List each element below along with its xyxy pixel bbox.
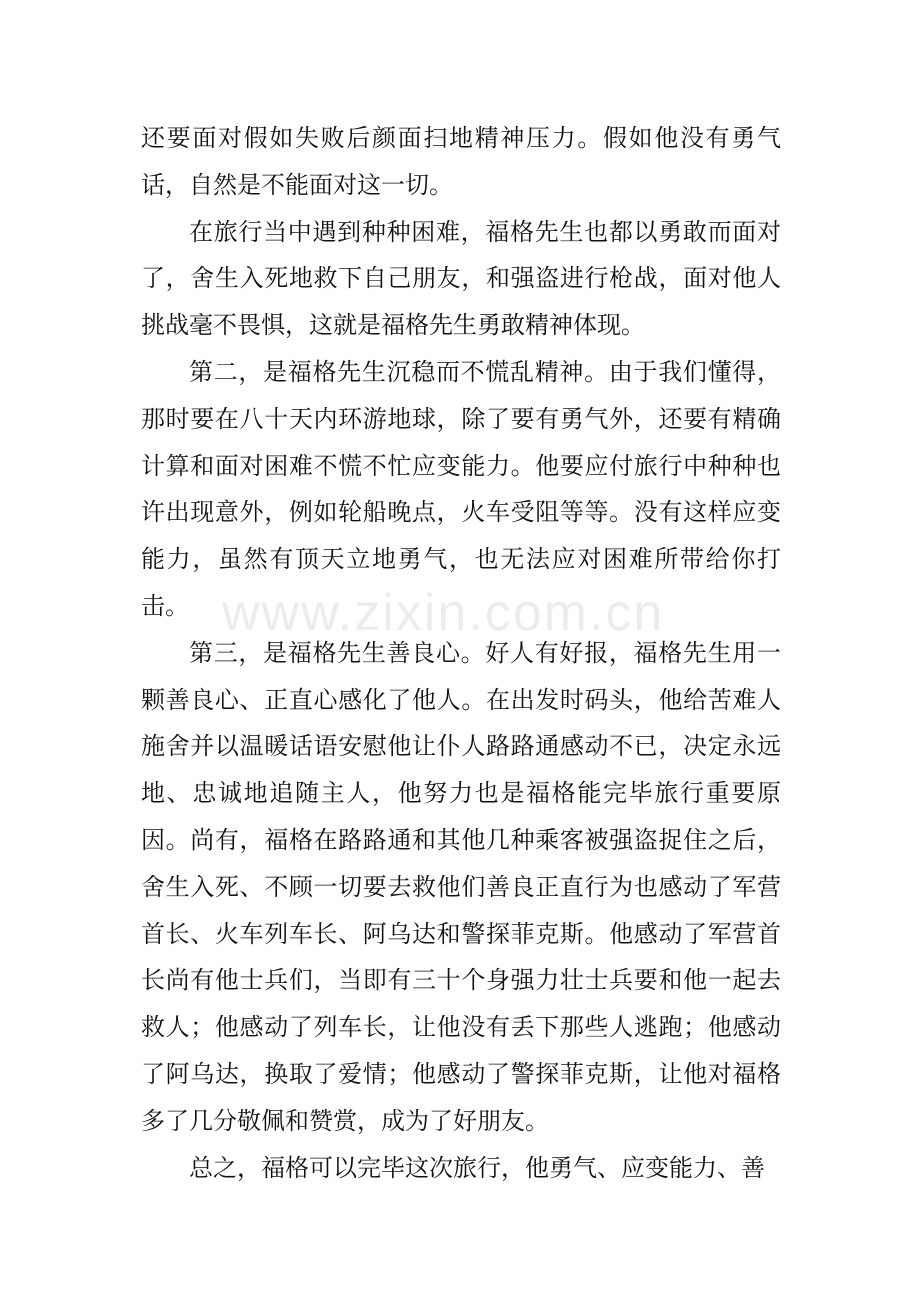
watermark: www.zixin.com.cn [222, 584, 665, 642]
paragraph-courage: 在旅行当中遇到种种困难，福格先生也都以勇敢而面对了，舍生入死地救下自己朋友，和强盗进行枪战，面对他人挑战毫不畏惧，这就是福格先生勇敢精神体现。 [141, 217, 781, 340]
paragraph-conclusion: 总之，福格可以完毕这次旅行，他勇气、应变能力、善 [189, 1153, 765, 1182]
body-text [141, 115, 781, 1191]
paragraph-continuation: 还要面对假如失败后颜面扫地精神压力。假如他没有勇气话，自然是不能面对这一切。 [141, 124, 781, 199]
paragraph-kindness: 第三，是福格先生善良心。好人有好报，福格先生用一颗善良心、正直心感化了他人。在出发时码头，他给苦难人施舍并以温暖话语安慰他让仆人路路通感动不已，决定永远地、忠诚地追随主人，他努力也是福格能完毕旅行重要原因。尚有，福格在路路通和其他几种乘客被强盗捉住之后，舍生入死、不顾一切要去救他们善良正直行为也感动了军营首长、火车列车长、阿乌达和警探菲克斯。他感动了军营首长尚有他士兵们，当即有三十个身强力壮士兵要和他一起去救人；他感动了列车长，让他没有丢下那些人逃跑；他感动了阿乌达，换取了爱情；他感动了警探菲克斯，让他对福格多了几分敬佩和赞赏，成为了好朋友。 [141, 638, 781, 1135]
paragraph-composure: 第二，是福格先生沉稳而不慌乱精神。由于我们懂得，那时要在八十天内环游地球，除了要有勇气外，还要有精确计算和面对困难不慌不忙应变能力。他要应付旅行中种种也许出现意外，例如轮船晚点，火车受阻等等。没有这样应变能力，虽然有顶天立地勇气，也无法应对困难所带给你打击。 [141, 357, 781, 620]
